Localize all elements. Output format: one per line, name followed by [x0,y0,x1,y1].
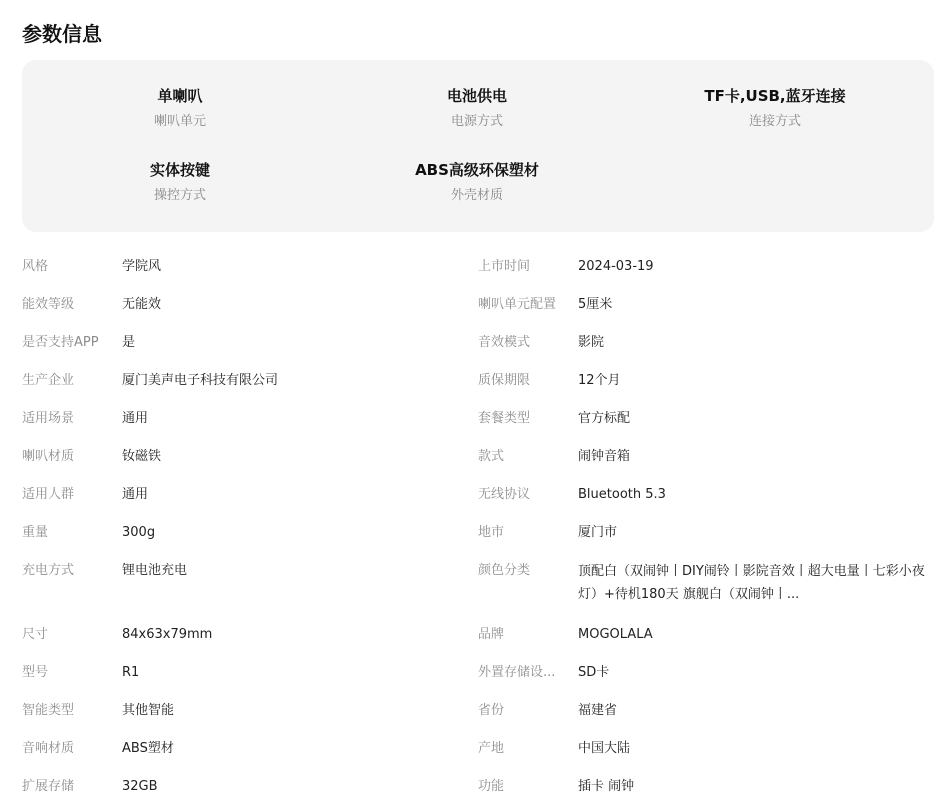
param-row [22,324,934,362]
param-value: 官方标配 [578,411,631,426]
param-cell [478,768,934,806]
param-label: 重量 [22,525,49,540]
param-value: 5厘米 [578,297,613,312]
highlight-item-power-source [347,86,607,131]
param-row [22,514,934,552]
highlight-label: 喇叭单元 [153,114,206,129]
param-cell [22,286,478,324]
param-value: 钕磁铁 [122,449,162,464]
param-cell [478,324,934,362]
param-value: 影院 [578,335,605,350]
highlight-label: 连接方式 [748,114,801,129]
param-cell [478,286,934,324]
param-row [22,692,934,730]
page-title: 参数信息 [22,22,102,46]
param-value: 闹钟音箱 [578,449,631,464]
param-label: 生产企业 [22,373,75,388]
param-value: 无能效 [122,297,162,312]
param-row [22,616,934,654]
param-value: 通用 [122,487,149,502]
param-label: 扩展存储 [22,779,75,794]
param-value: 学院风 [122,259,162,274]
param-value: 其他智能 [122,703,175,718]
highlight-label: 操控方式 [153,188,206,203]
param-label: 智能类型 [22,703,75,718]
param-cell [22,476,478,514]
param-cell [478,730,934,768]
param-label: 无线协议 [478,487,531,502]
highlight-item-speaker-unit [50,86,310,131]
param-label: 品牌 [478,627,505,642]
param-label: 外置存储设... [478,665,556,680]
param-row [22,476,934,514]
param-value: 84x63x79mm [122,627,213,642]
param-row [22,438,934,476]
param-label: 尺寸 [22,627,49,642]
param-label: 风格 [22,259,49,274]
highlight-label: 电源方式 [450,114,503,129]
param-label: 适用场景 [22,411,75,426]
highlight-value: 电池供电 [446,87,507,105]
param-cell [22,514,478,552]
param-value: 厦门美声电子科技有限公司 [122,373,279,388]
highlight-value: TF卡,USB,蓝牙连接 [704,87,846,105]
param-cell [478,248,934,286]
highlight-item-shell-material [347,160,607,205]
param-label: 功能 [478,779,505,794]
param-cell [22,400,478,438]
param-label: 省份 [478,703,505,718]
param-cell [478,438,934,476]
param-value: ABS塑材 [122,741,174,756]
param-label: 充电方式 [22,563,75,578]
param-label: 型号 [22,665,49,680]
param-cell [22,362,478,400]
param-value: MOGOLALA [578,627,653,642]
param-cell [478,514,934,552]
param-label: 质保期限 [478,373,531,388]
param-row [22,730,934,768]
param-value: Bluetooth 5.3 [578,487,666,502]
param-label: 适用人群 [22,487,75,502]
param-cell [22,768,478,806]
highlight-value: ABS高级环保塑材 [415,161,539,179]
param-label: 地市 [478,525,505,540]
param-cell [478,654,934,692]
param-row [22,552,934,616]
param-row [22,286,934,324]
highlight-value: 实体按键 [149,161,210,179]
highlight-item-control [50,160,310,205]
param-value: 福建省 [578,703,618,718]
param-cell [478,362,934,400]
param-cell [478,400,934,438]
param-row [22,362,934,400]
param-value: 12个月 [578,373,621,388]
param-label: 产地 [478,741,505,756]
param-label: 是否支持APP [22,335,99,350]
param-label: 款式 [478,449,505,464]
param-cell [22,730,478,768]
param-label: 喇叭材质 [22,449,75,464]
param-table [22,248,934,806]
highlight-card [22,60,934,232]
param-label: 喇叭单元配置 [478,297,557,312]
param-value: 厦门市 [578,525,618,540]
param-value: 是 [122,335,136,350]
param-cell [22,438,478,476]
param-cell [22,654,478,692]
param-cell [22,248,478,286]
param-row [22,654,934,692]
param-cell [22,692,478,730]
highlight-item-connection [645,86,905,131]
param-value: R1 [122,665,140,680]
param-cell [478,552,934,616]
param-value: 锂电池充电 [122,563,188,578]
param-label: 音响材质 [22,741,75,756]
param-label: 能效等级 [22,297,75,312]
param-cell [22,324,478,362]
param-cell [478,616,934,654]
param-label: 套餐类型 [478,411,531,426]
param-label: 音效模式 [478,335,531,350]
param-value: 32GB [122,779,158,794]
param-value: 插卡 闹钟 [578,779,635,794]
param-cell [22,616,478,654]
param-cell [478,692,934,730]
param-row [22,400,934,438]
highlight-value: 单喇叭 [157,87,203,105]
param-value: 通用 [122,411,149,426]
param-label: 颜色分类 [478,563,531,578]
param-value: SD卡 [578,665,610,680]
param-row [22,768,934,806]
param-row [22,248,934,286]
highlight-label: 外壳材质 [450,188,503,203]
param-label: 上市时间 [478,259,531,274]
param-value: 2024-03-19 [578,259,654,274]
param-cell [478,476,934,514]
param-value: 中国大陆 [578,741,631,756]
param-value-color-options: 顶配白（双闹钟丨DIY闹铃丨影院音效丨超大电量丨七彩小夜灯）+待机180天 旗舰白（双闹钟丨... [578,564,925,602]
param-cell [22,552,478,590]
param-value: 300g [122,525,156,540]
